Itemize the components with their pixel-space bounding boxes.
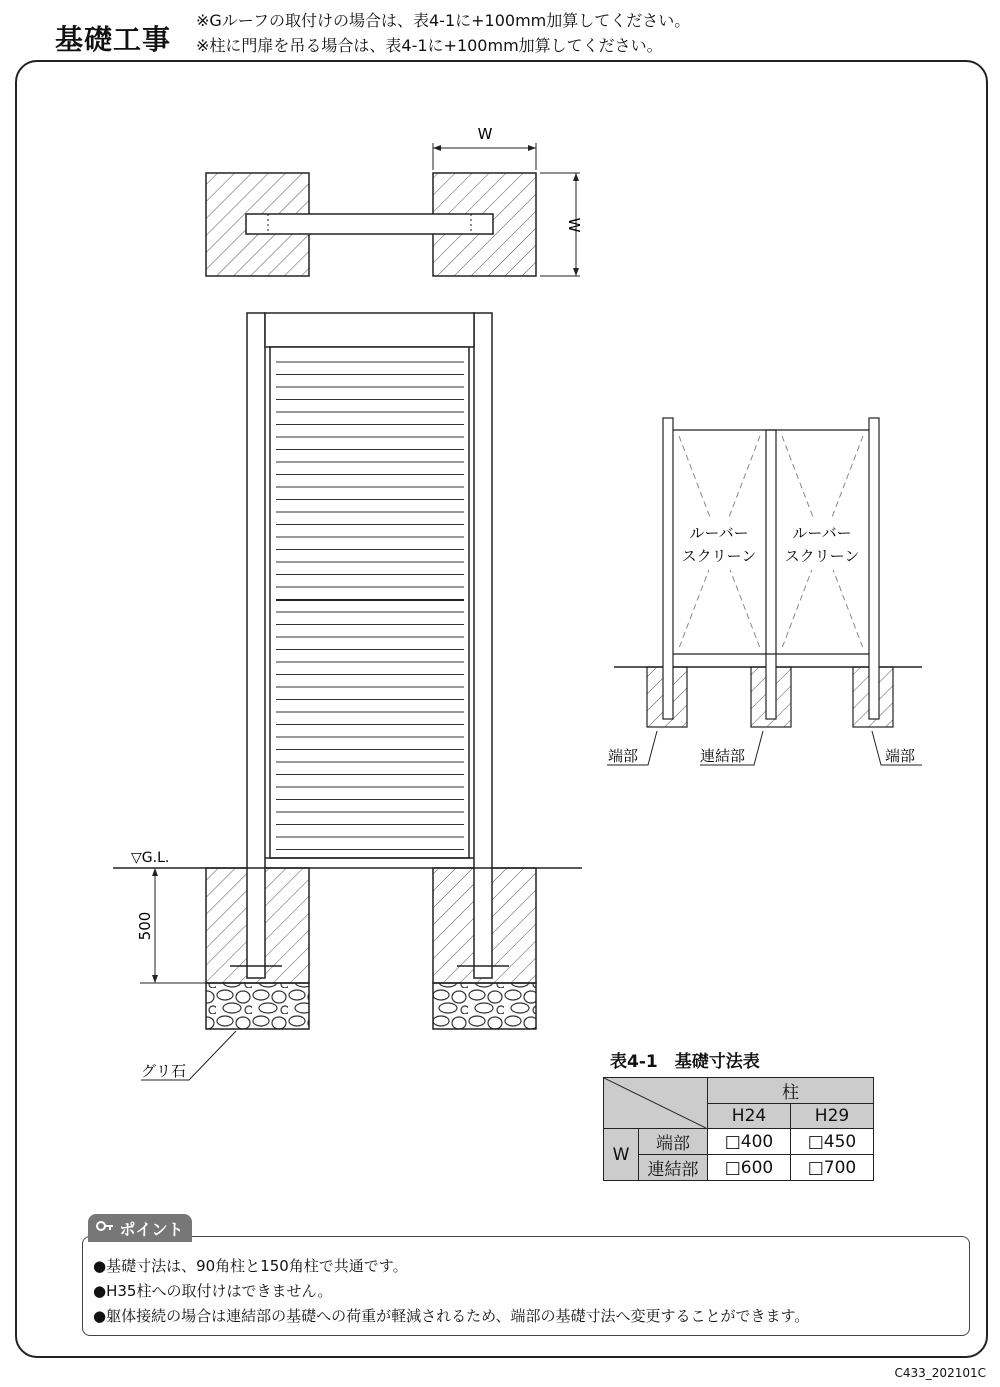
table-corner xyxy=(604,1078,708,1129)
plan-width-label-side: W xyxy=(565,217,583,233)
foundation-dimension-table xyxy=(603,1077,874,1181)
note-gate: ※柱に門扉を吊る場合は、表4-1に+100mm加算してください。 xyxy=(196,36,663,55)
depth-label: 500 xyxy=(136,911,154,941)
callout-end-left: 端部 xyxy=(608,747,639,765)
gravel-left xyxy=(206,983,309,1029)
beam-plan xyxy=(246,214,493,234)
screen-view xyxy=(607,418,922,765)
key-icon xyxy=(96,1218,114,1238)
cell-end-h29: □450 xyxy=(791,1129,874,1155)
plan-width-label-top: W xyxy=(477,125,493,143)
louver-frame xyxy=(270,347,469,858)
col-group-header: 柱 xyxy=(708,1078,874,1104)
point-item-1: ●基礎寸法は、90角柱と150角柱で共通です。 xyxy=(93,1257,408,1275)
screen-label-left-1: ルーバー xyxy=(689,524,749,542)
cell-joint-h29: □700 xyxy=(791,1155,874,1181)
point-item-2: ●H35柱への取付けはできません。 xyxy=(93,1282,333,1300)
col-h29: H29 xyxy=(791,1104,874,1129)
top-beam xyxy=(265,313,474,347)
col-h24: H24 xyxy=(708,1104,791,1129)
callout-joint: 連結部 xyxy=(700,747,746,765)
screen-label-left-2: スクリーン xyxy=(681,547,757,565)
screen-label-right-2: スクリーン xyxy=(784,547,860,565)
post-right xyxy=(474,313,492,978)
page-title: 基礎工事 xyxy=(55,23,172,56)
table-title: 表4-1 基礎寸法表 xyxy=(610,1052,760,1072)
row-label-end: 端部 xyxy=(639,1129,708,1155)
post-left xyxy=(247,313,265,978)
plan-view xyxy=(206,125,583,276)
cell-end-h24: □400 xyxy=(708,1129,791,1155)
point-tab-label: ポイント xyxy=(119,1219,184,1239)
point-item-3: ●躯体接続の場合は連結部の基礎への荷重が軽減されるため、端部の基礎寸法へ変更することができます。 xyxy=(93,1307,810,1325)
screen-label-right-1: ルーバー xyxy=(792,524,852,542)
row-group-header: W xyxy=(604,1129,639,1181)
callout-end-right: 端部 xyxy=(885,747,916,765)
cell-joint-h24: □600 xyxy=(708,1155,791,1181)
document-code: C433_202101C xyxy=(894,1366,986,1380)
note-g-roof: ※Gルーフの取付けの場合は、表4-1に+100mm加算してください。 xyxy=(196,11,691,30)
point-tab xyxy=(88,1214,192,1242)
gl-label: ▽G.L. xyxy=(131,850,170,866)
elevation-view xyxy=(113,313,582,1080)
row-label-joint: 連結部 xyxy=(639,1155,708,1181)
gravel-right xyxy=(433,983,536,1029)
gravel-label: グリ石 xyxy=(141,1062,187,1080)
